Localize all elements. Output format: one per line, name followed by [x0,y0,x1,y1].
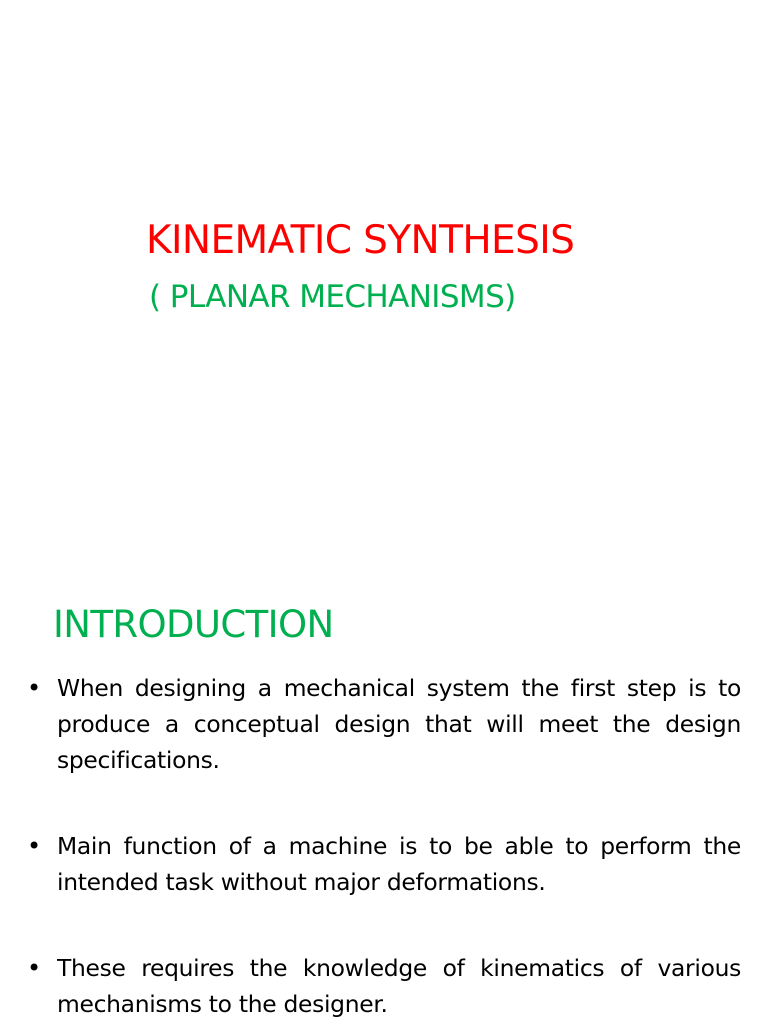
slide-title: KINEMATIC SYNTHESIS [146,218,575,263]
bullet-marker: • [27,674,42,702]
bullet-line: specifications. [57,746,220,774]
bullet-marker: • [27,832,42,860]
bullet-line: mechanisms to the designer. [57,990,388,1018]
bullet-marker: • [27,954,42,982]
bullet-line: These requires the knowledge of kinematics of various [57,954,741,982]
slide-subtitle: ( PLANAR MECHANISMS) [149,279,516,315]
section-heading: INTRODUCTION [53,603,334,646]
bullet-line: Main function of a machine is to be able to perform the [57,832,741,860]
bullet-line: produce a conceptual design that will meet the design [57,710,741,738]
bullet-line: intended task without major deformations. [57,868,546,896]
bullet-text [57,670,741,778]
bullet-line: When designing a mechanical system the first step is to [57,674,741,702]
bullet-text [57,828,741,900]
bullet-text [57,950,741,1022]
